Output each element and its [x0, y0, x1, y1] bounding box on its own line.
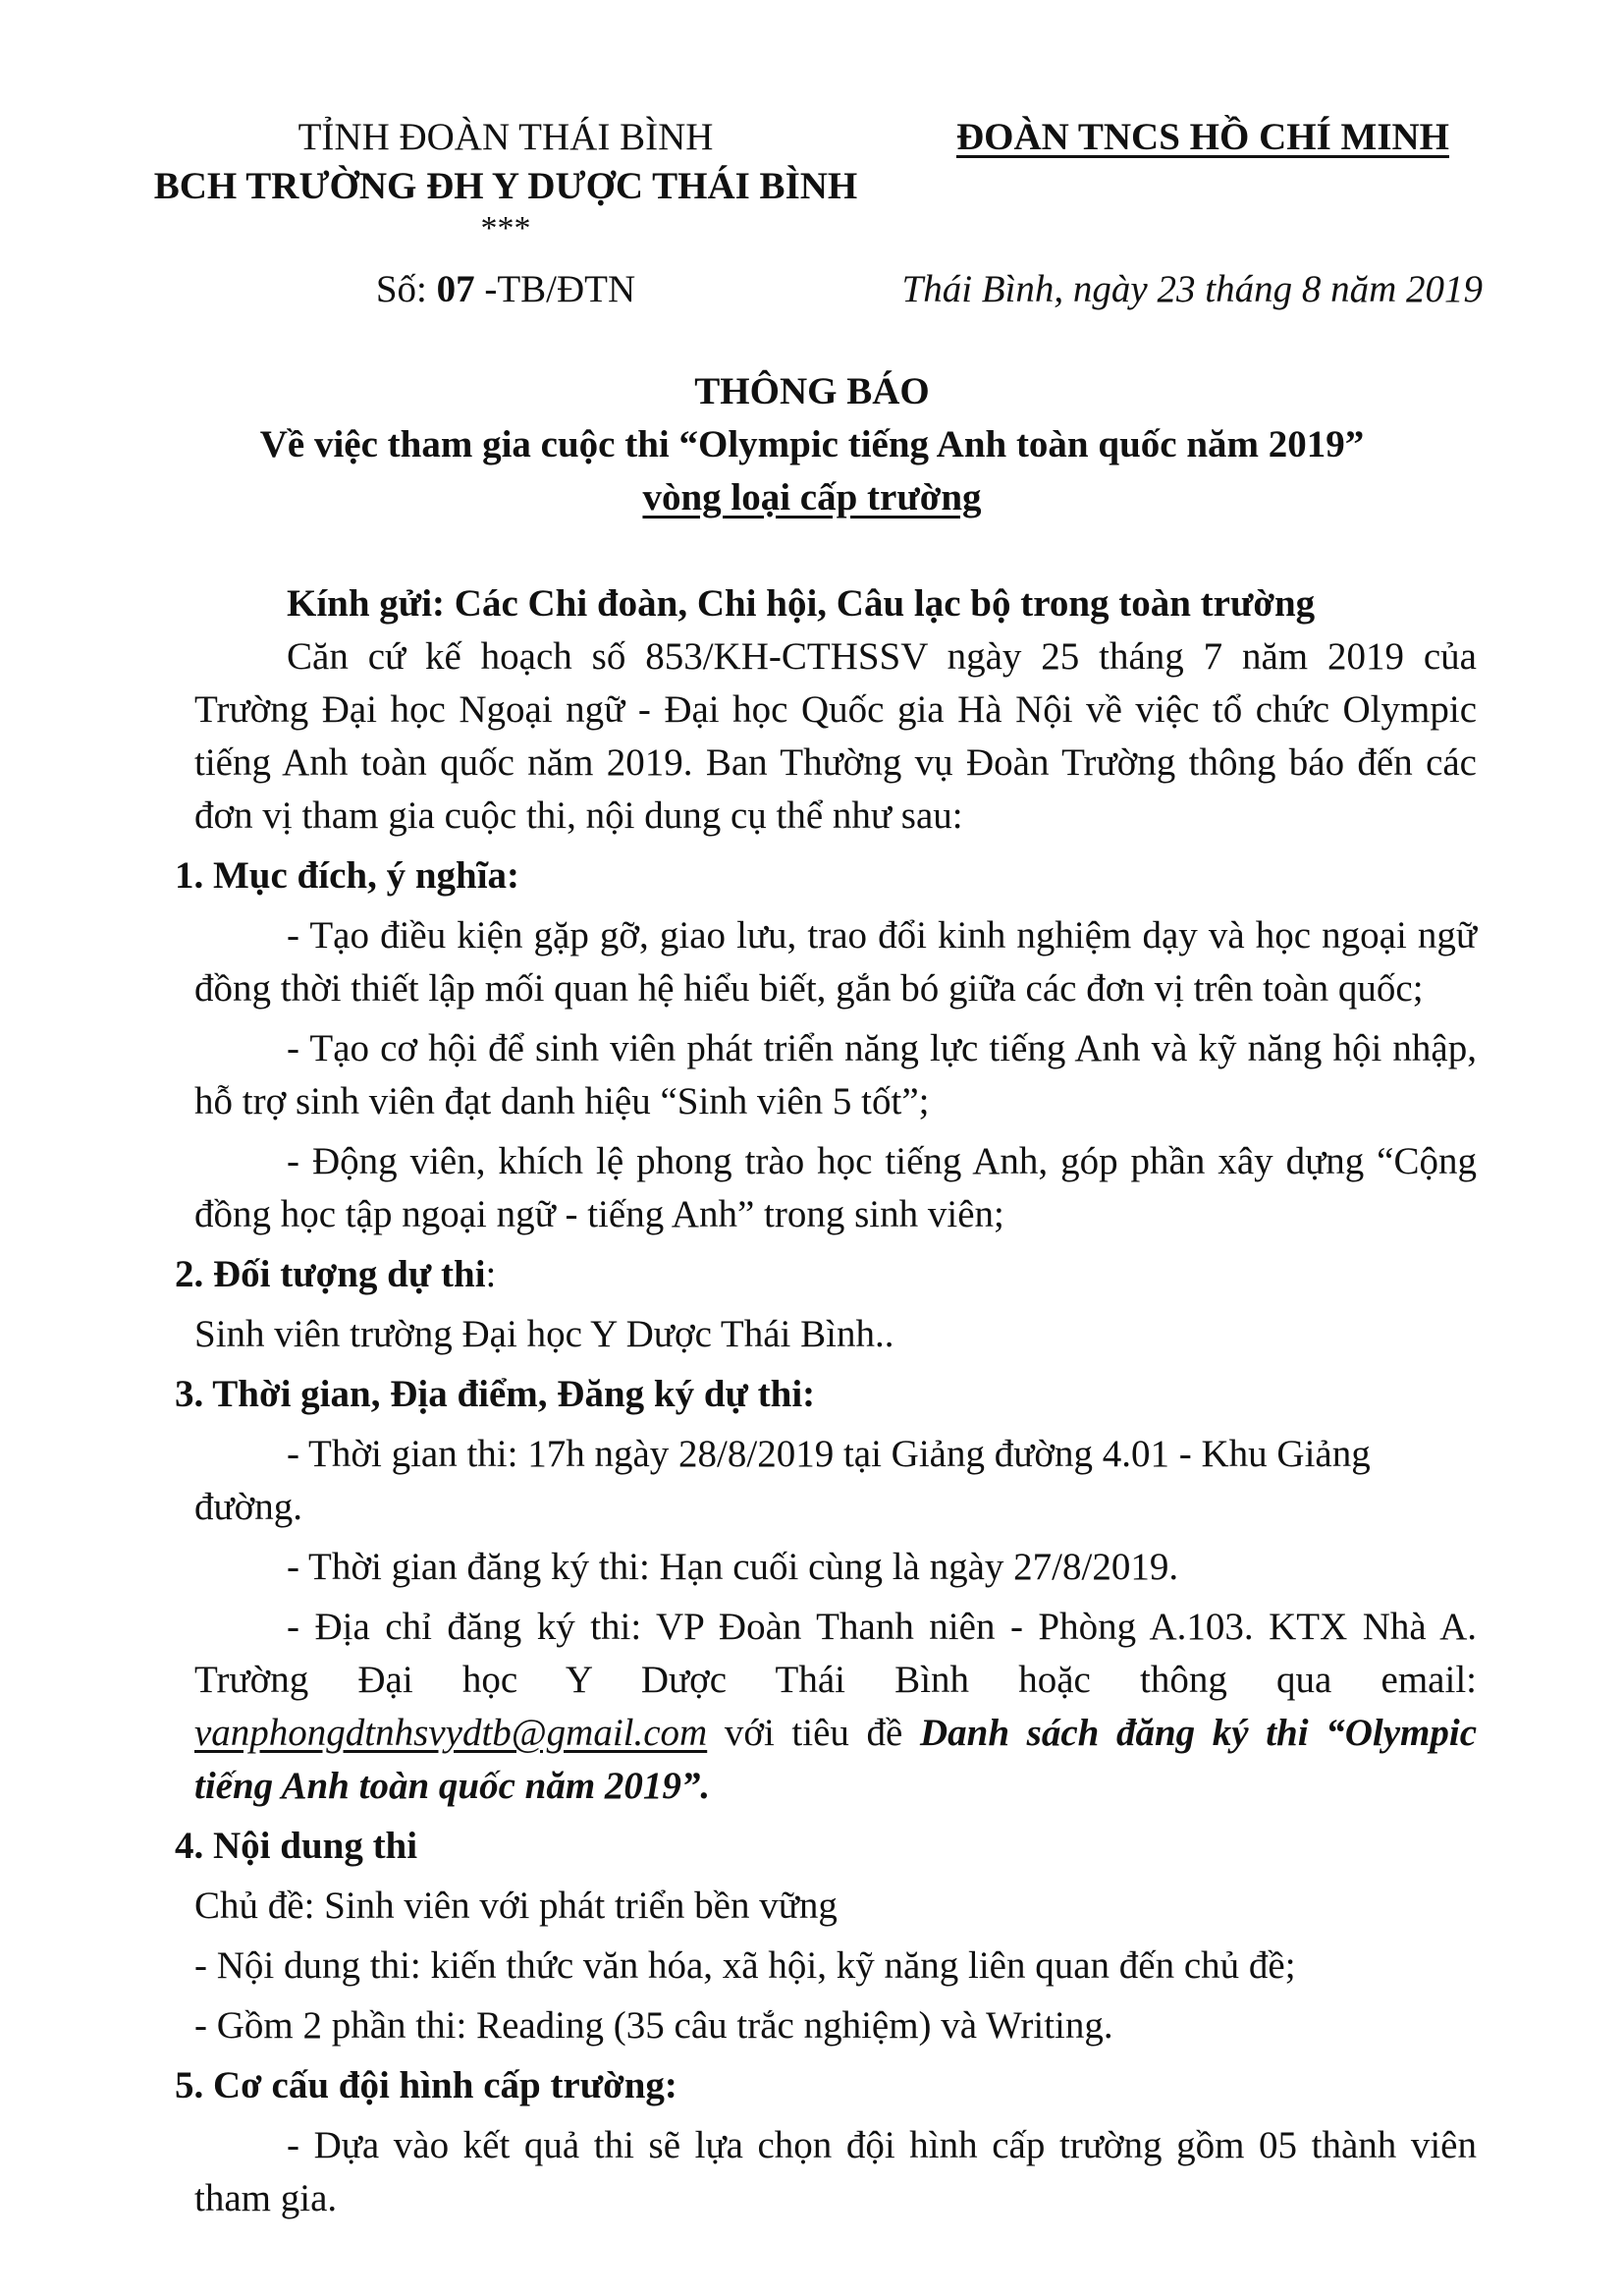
issuer-block: [147, 113, 864, 246]
section4-topic: Chủ đề: Sinh viên với phát triển bền vững: [194, 1885, 838, 1927]
section2-text: Sinh viên trường Đại học Y Dược Thái Bình..: [194, 1313, 894, 1355]
section3-deadline: - Thời gian đăng ký thi: Hạn cuối cùng là ngày 27/8/2019.: [287, 1546, 1179, 1588]
number-prefix: Số:: [375, 268, 437, 310]
section4-item: - Gồm 2 phần thi: Reading (35 câu trắc nghiệm) và Writing.: [194, 2004, 1113, 2047]
union-title: ĐOÀN TNCS HỒ CHÍ MINH: [956, 116, 1449, 158]
issuer-line2: BCH TRƯỜNG ĐH Y DƯỢC THÁI BÌNH: [153, 165, 858, 207]
section1-item: - Tạo điều kiện gặp gỡ, giao lưu, trao đổi kinh nghiệm dạy và học ngoại ngữ đồng thời thiết lập mối quan hệ hiểu biết, gắn bó giữa các đơn vị trên toàn quốc;: [194, 914, 1477, 1010]
section3-heading: 3. Thời gian, Địa điểm, Đăng ký dự thi:: [175, 1373, 816, 1415]
issuer-line1: TỈNH ĐOÀN THÁI BÌNH: [298, 116, 714, 158]
number-suffix: -TB/ĐTN: [474, 268, 636, 310]
document-number: [147, 267, 864, 311]
document-title: [147, 365, 1477, 524]
section2-heading: [175, 1248, 1477, 1301]
email-subject: Danh sách đăng ký thi “Olympic tiếng Anh toàn quốc năm 2019”.: [194, 1712, 1478, 1807]
section5-text: - Dựa vào kết quả thi sẽ lựa chọn đội hình cấp trường gồm 05 thành viên tham gia.: [194, 2124, 1477, 2219]
section3-email-line: [194, 1707, 1477, 1813]
recipient-line: Kính gửi: Các Chi đoàn, Chi hội, Câu lạc bộ trong toàn trường: [287, 582, 1316, 625]
section3-time: - Thời gian thi: 17h ngày 28/8/2019 tại Giảng đường 4.01 - Khu Giảng đường.: [194, 1433, 1371, 1528]
subject-prefix: với tiêu đề: [707, 1712, 920, 1754]
intro-paragraph: Căn cứ kế hoạch số 853/KH-CTHSSV ngày 25 tháng 7 năm 2019 của Trường Đại học Ngoại ngữ - Đại học Quốc gia Hà Nội về việc tổ chức Olympic tiếng Anh toàn quốc năm 2019. Ban Thường vụ Đoàn Trường thông báo đến các đơn vị tham gia cuộc thi, nội dung cụ thể như sau:: [194, 635, 1477, 837]
section3-address-line2: Trường Đại học Y Dược Thái Bình hoặc thông qua email:: [194, 1659, 1477, 1701]
section2-colon: :: [485, 1253, 497, 1295]
document-date: Thái Bình, ngày 23 tháng 8 năm 2019: [901, 268, 1483, 310]
section5-heading: 5. Cơ cấu đội hình cấp trường:: [175, 2064, 677, 2106]
union-block: [938, 113, 1468, 162]
title-sub2: vòng loại cấp trường: [642, 476, 982, 519]
issuer-stars: ***: [480, 210, 531, 246]
email-link[interactable]: vanphongdtnhsvydtb@gmail.com: [194, 1712, 708, 1754]
section2-heading-text: 2. Đối tượng dự thi: [175, 1253, 486, 1295]
section3-address-line1: - Địa chỉ đăng ký thi: VP Đoàn Thanh niên - Phòng A.103. KTX Nhà A.: [287, 1606, 1477, 1648]
section1-heading: 1. Mục đích, ý nghĩa:: [175, 854, 520, 897]
title-sub1: Về việc tham gia cuộc thi “Olympic tiếng Anh toàn quốc năm 2019”: [259, 423, 1365, 465]
number-value: 07: [436, 268, 475, 310]
section4-item: - Nội dung thi: kiến thức văn hóa, xã hội, kỹ năng liên quan đến chủ đề;: [194, 1944, 1296, 1987]
title-main: THÔNG BÁO: [694, 370, 930, 412]
section1-item: - Động viên, khích lệ phong trào học tiếng Anh, góp phần xây dựng “Cộng đồng học tập ngoại ngữ - tiếng Anh” trong sinh viên;: [194, 1140, 1477, 1235]
document-body: [175, 577, 1478, 2225]
section4-heading: 4. Nội dung thi: [175, 1825, 418, 1867]
section1-item: - Tạo cơ hội để sinh viên phát triển năng lực tiếng Anh và kỹ năng hội nhập, hỗ trợ sinh viên đạt danh hiệu “Sinh viên 5 tốt”;: [194, 1027, 1477, 1122]
